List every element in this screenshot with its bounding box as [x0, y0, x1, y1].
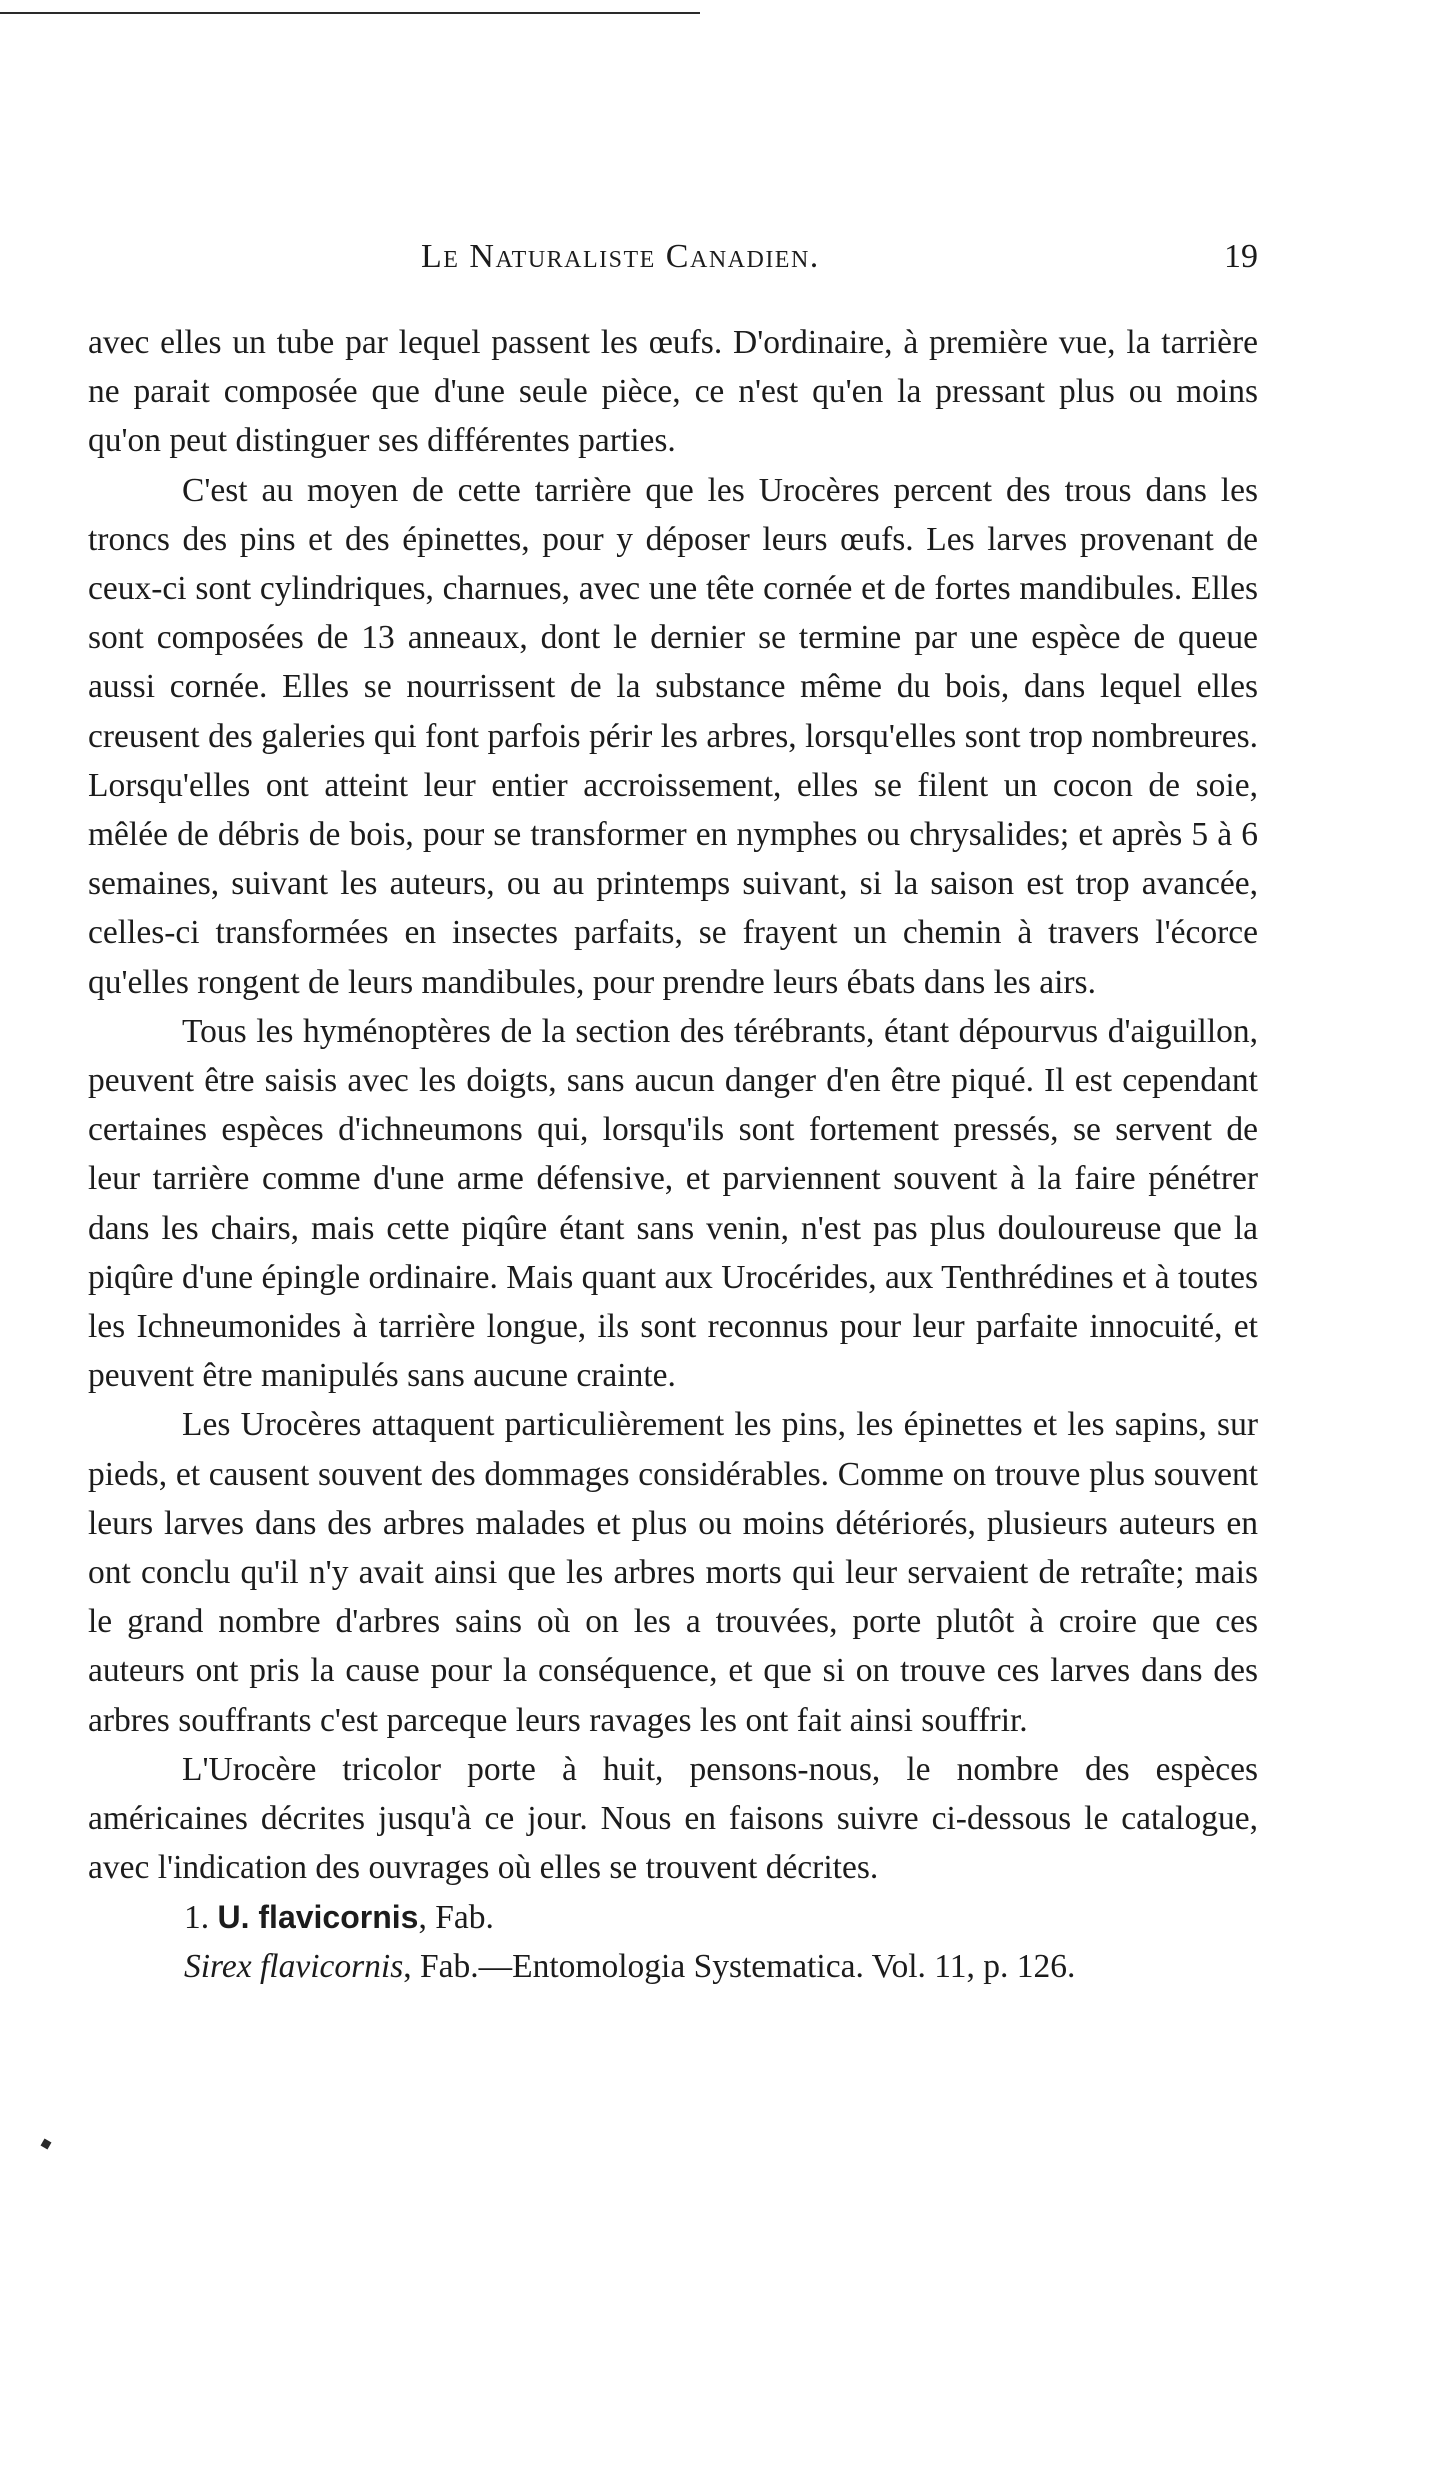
body-text [88, 318, 1258, 1991]
running-title: Le Naturaliste Canadien. [421, 238, 820, 275]
paragraph: Tous les hyménoptères de la section des térébrants, étant dépourvus d'aiguillon, peuvent être saisis avec les doigts, sans aucun danger d'en être piqué. Il est cependant certaines espèces d'ichneumons qui, lorsqu'ils sont fortement pressés, se servent de leur tarrière comme d'une arme défensive, et parviennent souvent à la faire pénétrer dans les chairs, mais cette piqûre étant sans venin, n'est pas plus douloureuse que la piqûre d'une épingle ordinaire. Mais quant aux Urocérides, aux Tenthrédines et à toutes les Ichneumonides à tarrière longue, ils sont reconnus pour leur parfaite innocuité, et peuvent être manipulés sans aucune crainte. [88, 1012, 1258, 1395]
paragraph: Les Urocères attaquent particulièrement les pins, les épinettes et les sapins, sur pieds, et causent souvent des dommages considérables. Comme on trouve plus souvent leurs larves dans des arbres malades et plus ou moins détériorés, plusieurs auteurs en ont conclu qu'il n'y avait ainsi que les arbres morts qui leur servaient de retraîte; mais le grand nombre d'arbres sains où on les a trouvées, porte plutôt à croire que ces auteurs ont pris la cause pour la conséquence, et que si on trouve ces larves dans des arbres souffrants c'est parceque leurs ravages les ont fait ainsi souffrir. [88, 1406, 1258, 1739]
top-rule [0, 12, 700, 14]
species-author: , Fab. [418, 1898, 494, 1936]
citation-taxon: Sirex flavicornis [184, 1947, 404, 1985]
entry-number: 1. [184, 1898, 210, 1936]
species-entry [88, 1893, 1258, 1942]
citation-reference: , Fab.—Entomologia Systematica. Vol. 11, p. 126. [403, 1947, 1076, 1985]
paragraph: L'Urocère tricolor porte à huit, pensons-nous, le nombre des espèces américaines décrites jusqu'à ce jour. Nous en faisons suivre ci-dessous le catalogue, avec l'indication des ouvrages où elles se trouvent décrites. [88, 1750, 1258, 1887]
species-citation [88, 1942, 1258, 1991]
species-name: U. flavicornis [217, 1898, 419, 1935]
paragraph: avec elles un tube par lequel passent les œufs. D'ordinaire, à première vue, la tarrière ne parait composée que d'une seule pièce, ce n'est qu'en la pressant plus ou moins qu'on peut distinguer ses différentes parties. [88, 324, 1258, 460]
page-header [88, 238, 1258, 288]
page-number: 19 [1224, 238, 1258, 275]
stray-ink-mark [41, 2139, 52, 2150]
paragraph: C'est au moyen de cette tarrière que les Urocères percent des trous dans les troncs des pins et des épinettes, pour y déposer leurs œufs. Les larves provenant de ceux-ci sont cylindriques, charnues, avec une tête cornée et de fortes mandibules. Elles sont composées de 13 anneaux, dont le dernier se termine par une espèce de queue aussi cornée. Elles se nourrissent de la substance même du bois, dans lequel elles creusent des galeries qui font parfois périr les arbres, lorsqu'elles sont trop nombreures. Lorsqu'elles ont atteint leur entier accroissement, elles se filent un cocon de soie, mêlée de débris de bois, pour se transformer en nymphes ou chrysalides; et après 5 à 6 semaines, suivant les auteurs, ou au printemps suivant, si la saison est trop avancée, celles-ci transformées en insectes parfaits, se frayent un chemin à travers l'écorce qu'elles rongent de leurs mandibules, pour prendre leurs ébats dans les airs. [88, 471, 1258, 1001]
